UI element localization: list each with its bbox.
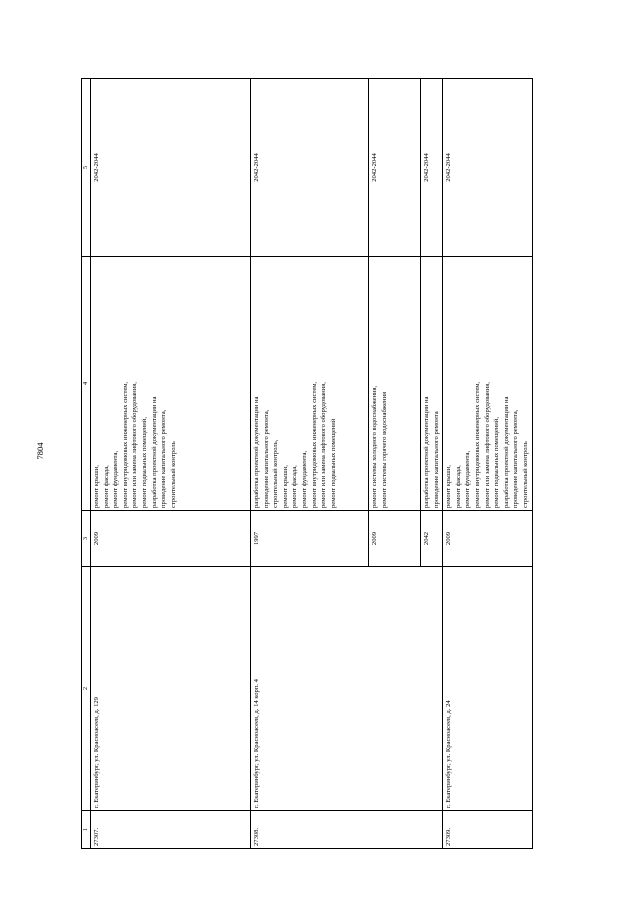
work-item: ремонт подвальных помещений, (140, 417, 148, 508)
table-row (91, 79, 251, 849)
work-item: строительный контроль (169, 441, 177, 508)
works-cell (251, 257, 369, 511)
work-item: ремонт фасада, (454, 465, 462, 508)
address-cell: г. Екатеринбург, ул. Красноасеев, д. 24 (443, 567, 532, 811)
address-cell: г. Екатеринбург, ул. Красноасеев, д. 14 корп. 4 (251, 567, 443, 811)
work-item: ремонт подвальных помещений, (493, 417, 501, 508)
period-cell: 2042-2044 (91, 79, 251, 257)
work-item: разработка проектной документации на (502, 396, 510, 508)
header-col-4: 4 (82, 257, 91, 511)
work-item: проведение капитального ремонта, (262, 409, 270, 508)
table-row (443, 79, 532, 849)
row-number: 27309. (443, 811, 532, 849)
works-cell (443, 257, 532, 511)
work-item: ремонт крыши, (281, 465, 289, 508)
page-number-box (20, 436, 60, 466)
table-row (251, 79, 369, 849)
works-cell (421, 257, 443, 511)
work-item: проведение капитального ремонта, (512, 409, 520, 508)
work-item: ремонт внутридомовых инженерных систем, (121, 381, 129, 508)
work-item: разработка проектной документации на (423, 396, 430, 508)
work-item: проведение капитального ремонта (432, 411, 440, 508)
repair-schedule-table (81, 78, 533, 849)
work-item: ремонт фасада, (102, 465, 110, 508)
work-item: строительный контроль (521, 441, 529, 508)
work-item: проведение капитального ремонта, (160, 409, 168, 508)
work-item: строительный контроль, (272, 439, 280, 508)
header-col-5: 5 (82, 79, 91, 257)
work-item: ремонт системы горячего водоснабжения (380, 391, 388, 508)
work-item: ремонт фундамента, (112, 450, 120, 508)
work-item: ремонт внутридомовых инженерных систем, (473, 381, 481, 508)
row-number: 27307. (91, 811, 251, 849)
work-item: разработка проектной документации на (150, 396, 158, 508)
table-wrapper (81, 79, 529, 849)
work-item: ремонт или замена лифтового оборудования, (131, 382, 139, 508)
work-item: ремонт внутридомовых инженерных систем, (310, 381, 318, 508)
work-item: ремонт подвальных помещений (329, 418, 337, 508)
header-col-3: 3 (82, 511, 91, 567)
work-item: ремонт системы холодного водоснабжения, (371, 385, 378, 508)
period-cell: 2042-2044 (251, 79, 369, 257)
works-cell (369, 257, 421, 511)
period-cell: 2042-2044 (369, 79, 421, 257)
work-item: ремонт или замена лифтового оборудования, (483, 382, 491, 508)
address-cell: г. Екатеринбург, ул. Красноасеев, д. 129 (91, 567, 251, 811)
header-row (82, 79, 91, 849)
year-cell: 2009 (443, 511, 532, 567)
work-item: ремонт или замена лифтового оборудования, (320, 382, 328, 508)
period-cell: 2042-2044 (421, 79, 443, 257)
works-cell (91, 257, 251, 511)
row-number: 27308. (251, 811, 443, 849)
year-cell: 2009 (369, 511, 421, 567)
page-number: 7804 (35, 442, 45, 460)
year-cell: 2009 (91, 511, 251, 567)
work-item: ремонт крыши, (93, 465, 100, 508)
work-item: ремонт фундамента, (300, 450, 308, 508)
work-item: ремонт фасада, (291, 465, 299, 508)
rotated-sheet (81, 79, 529, 849)
work-item: разработка проектной документации на (253, 396, 260, 508)
header-col-1: 1 (82, 811, 91, 849)
year-cell: 2042 (421, 511, 443, 567)
work-item: ремонт фундамента, (464, 450, 472, 508)
work-item: ремонт крыши, (445, 465, 453, 508)
period-cell: 2042-2044 (443, 79, 532, 257)
header-col-2: 2 (82, 567, 91, 811)
year-cell: 1997 (251, 511, 369, 567)
